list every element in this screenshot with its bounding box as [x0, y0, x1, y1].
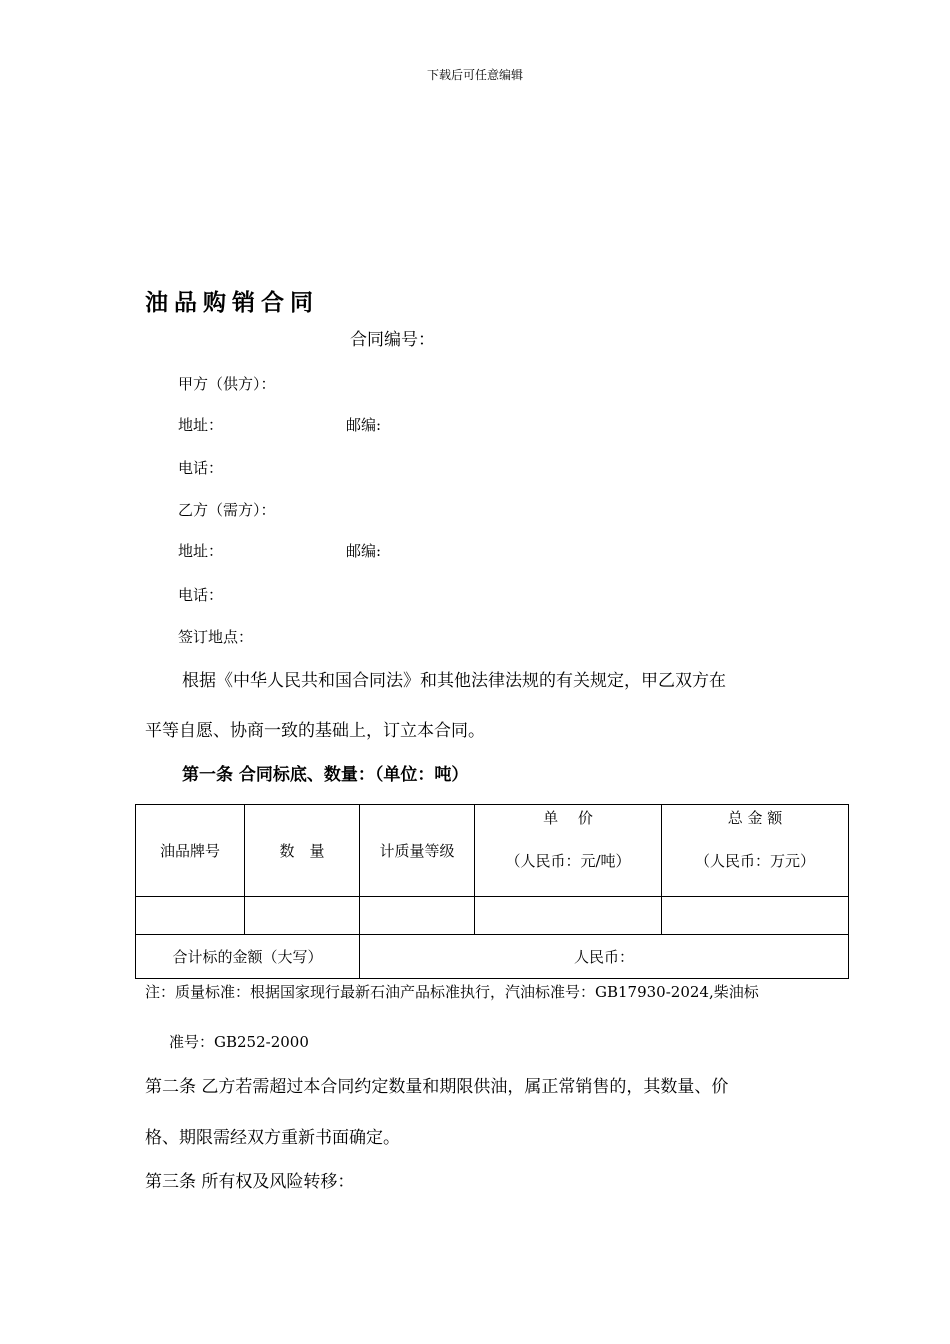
total-unit: （人民币：万元）	[694, 852, 815, 870]
total-amount-label: 合计标的金额（大写）	[136, 935, 360, 979]
party-b-phone-label: 电话：	[178, 586, 224, 604]
party-a-label: 甲方（供方）：	[178, 375, 276, 393]
article-1-heading: 第一条 合同标底、数量：（单位：吨）	[182, 765, 469, 785]
party-b-address-label: 地址：	[178, 542, 224, 560]
party-a-postcode-label: 邮编:	[346, 416, 382, 434]
unit-price-unit: （人民币：元/吨）	[505, 852, 631, 870]
table-header-row	[136, 805, 849, 897]
party-b-postcode-label: 邮编:	[346, 542, 382, 560]
sign-place-label: 签订地点：	[178, 628, 254, 646]
header-grade: 计质量等级	[360, 805, 475, 897]
note-line-2: 准号：GB252-2000	[169, 1033, 309, 1051]
party-a-address-label: 地址：	[178, 416, 224, 434]
total-label: 总 金 额	[727, 809, 783, 827]
article-2-line-1: 第二条 乙方若需超过本合同约定数量和期限供油，属正常销售的，其数量、价	[145, 1077, 729, 1097]
header-product: 油品牌号	[136, 805, 245, 897]
table-row	[136, 897, 849, 935]
rmb-label: 人民币：	[360, 935, 849, 979]
article-2-line-2: 格、期限需经双方重新书面确定。	[145, 1128, 400, 1148]
cell-unit-price	[475, 897, 662, 935]
note-line-1: 注：质量标准：根据国家现行最新石油产品标准执行，汽油标准号：GB17930-2024,柴油标	[145, 983, 759, 1001]
cell-grade	[360, 897, 475, 935]
document-title: 油品购销合同	[145, 289, 319, 316]
cell-quantity	[245, 897, 360, 935]
intro-line-1: 根据《中华人民共和国合同法》和其他法律法规的有关规定，甲乙双方在	[182, 671, 726, 691]
header-total	[662, 805, 849, 897]
table-total-row	[136, 935, 849, 979]
party-b-label: 乙方（需方）：	[178, 501, 276, 519]
intro-line-2: 平等自愿、协商一致的基础上，订立本合同。	[145, 721, 485, 741]
party-a-phone-label: 电话：	[178, 459, 224, 477]
contract-number-label: 合同编号：	[350, 330, 435, 350]
article-3-heading: 第三条 所有权及风险转移：	[145, 1172, 355, 1192]
header-quantity: 数 量	[245, 805, 360, 897]
header-note: 下载后可任意编辑	[426, 68, 523, 82]
items-table	[135, 804, 849, 979]
cell-total	[662, 897, 849, 935]
unit-price-label: 单 价	[543, 809, 593, 827]
cell-product	[136, 897, 245, 935]
header-unit-price	[475, 805, 662, 897]
